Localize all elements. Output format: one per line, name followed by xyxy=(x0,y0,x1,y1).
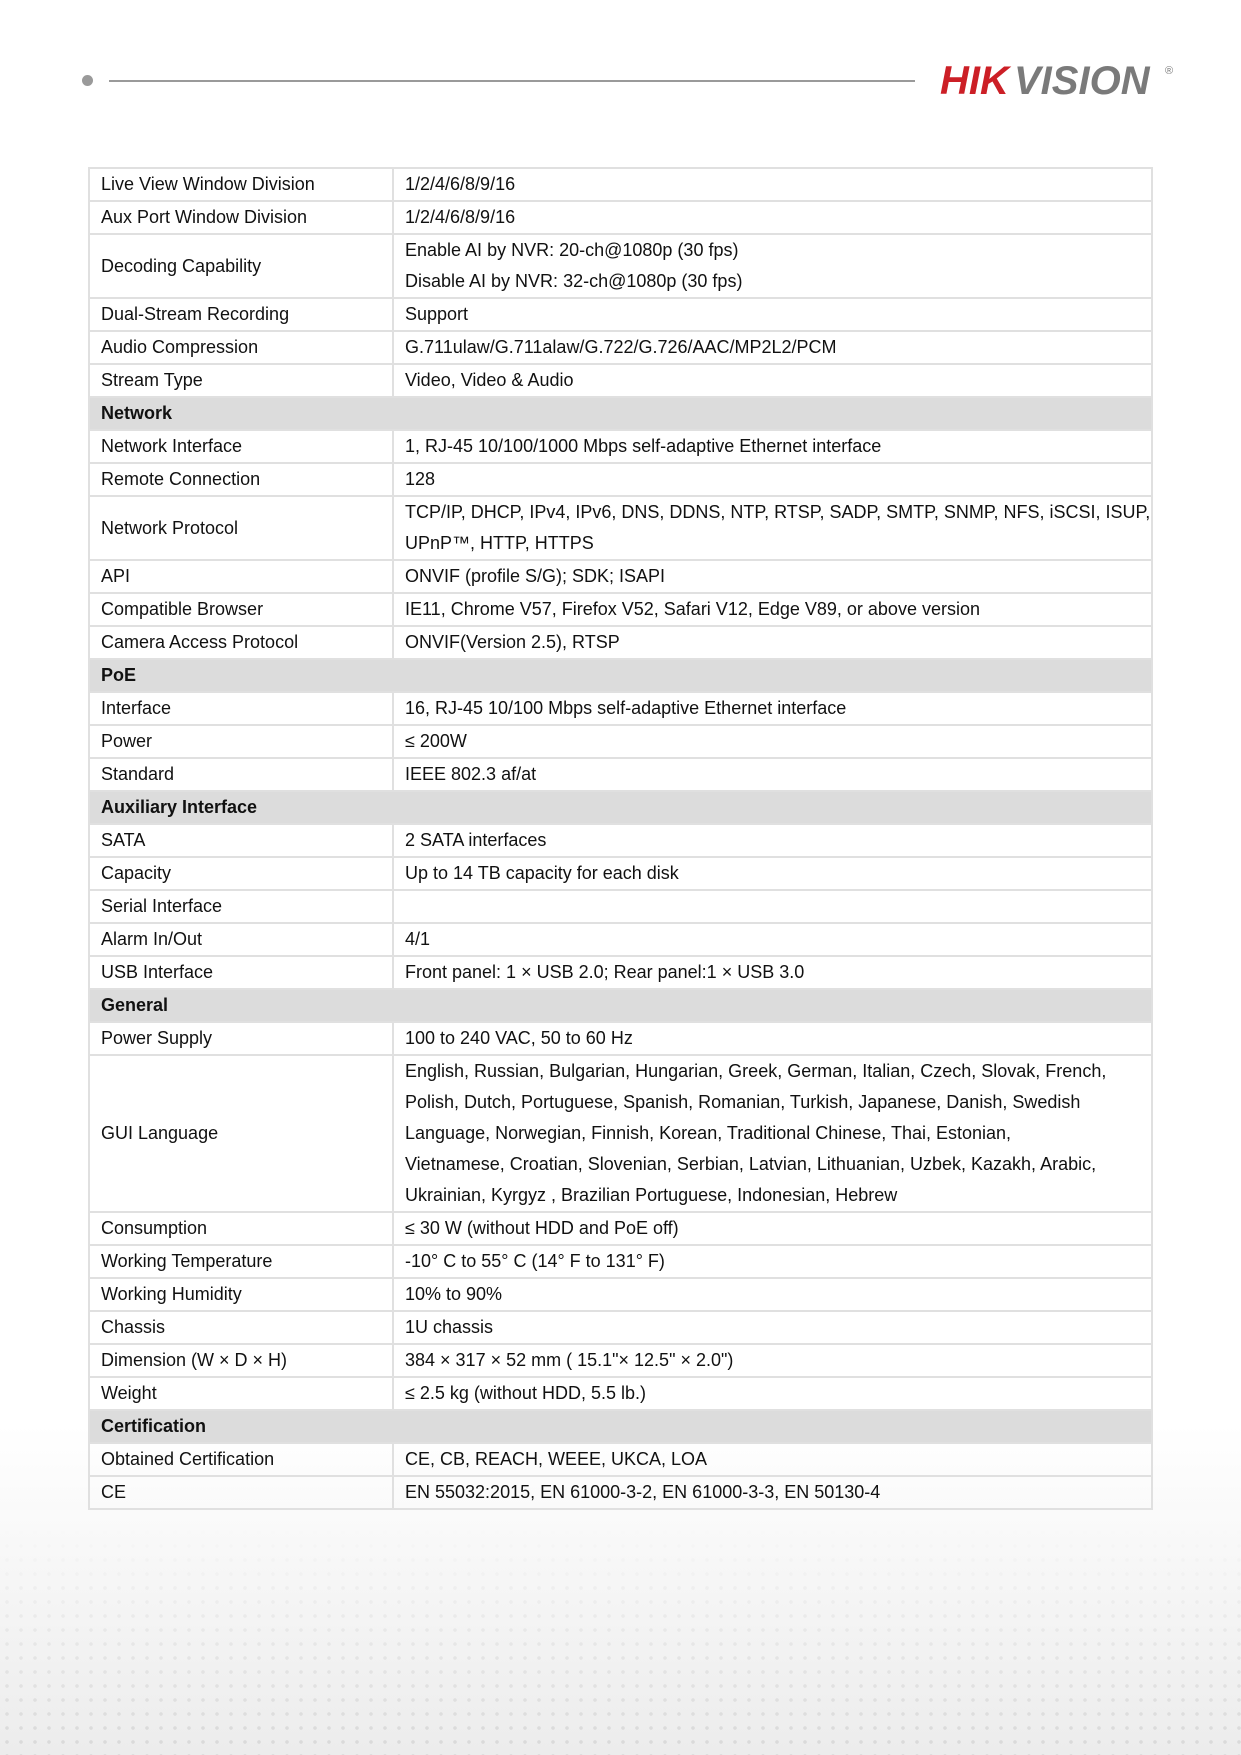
spec-value xyxy=(393,1443,1152,1476)
spec-label: Compatible Browser xyxy=(89,593,393,626)
spec-label: Audio Compression xyxy=(89,331,393,364)
section-title: Auxiliary Interface xyxy=(89,791,1152,824)
spec-value xyxy=(393,1245,1152,1278)
spec-value-line: IEEE 802.3 af/at xyxy=(405,764,537,784)
spec-table-body xyxy=(89,168,1152,1509)
spec-label: Serial Interface xyxy=(89,890,393,923)
logo-registered-mark: ® xyxy=(1165,65,1174,77)
spec-label: Remote Connection xyxy=(89,463,393,496)
spec-value xyxy=(393,1377,1152,1410)
spec-value xyxy=(393,956,1152,989)
spec-value xyxy=(393,824,1152,857)
spec-label: Standard xyxy=(89,758,393,791)
spec-value-line: 100 to 240 VAC, 50 to 60 Hz xyxy=(405,1028,633,1048)
spec-label: Chassis xyxy=(89,1311,393,1344)
section-header-row xyxy=(89,397,1152,430)
spec-label: Working Temperature xyxy=(89,1245,393,1278)
spec-row xyxy=(89,692,1152,725)
spec-value xyxy=(393,1278,1152,1311)
spec-value-line: 16, RJ-45 10/100 Mbps self-adaptive Ethernet interface xyxy=(405,698,847,718)
logo-hik: HIK xyxy=(940,59,1009,103)
spec-value-line: ≤ 200W xyxy=(405,731,467,751)
spec-value xyxy=(393,626,1152,659)
hikvision-logo xyxy=(940,54,1180,104)
spec-row xyxy=(89,331,1152,364)
spec-label: Dimension (W × D × H) xyxy=(89,1344,393,1377)
spec-value xyxy=(393,890,1152,923)
spec-value-line: Support xyxy=(405,304,469,324)
section-header-row xyxy=(89,1410,1152,1443)
spec-row xyxy=(89,463,1152,496)
spec-value-line: 1U chassis xyxy=(405,1317,494,1337)
spec-row xyxy=(89,725,1152,758)
spec-label: Weight xyxy=(89,1377,393,1410)
logo-vision: VISION xyxy=(1014,59,1150,103)
spec-value xyxy=(393,1344,1152,1377)
spec-value-line: ONVIF (profile S/G); SDK; ISAPI xyxy=(405,566,666,586)
spec-label: Power xyxy=(89,725,393,758)
spec-label: Decoding Capability xyxy=(89,234,393,298)
spec-row xyxy=(89,923,1152,956)
spec-row xyxy=(89,1055,1152,1212)
spec-value xyxy=(393,758,1152,791)
spec-value-line: Up to 14 TB capacity for each disk xyxy=(405,863,679,883)
spec-row xyxy=(89,593,1152,626)
spec-label: SATA xyxy=(89,824,393,857)
header-rule xyxy=(109,80,915,82)
spec-value xyxy=(393,201,1152,234)
spec-label: Network Protocol xyxy=(89,496,393,560)
spec-value xyxy=(393,593,1152,626)
spec-value-line: Language, Norwegian, Finnish, Korean, Traditional Chinese, Thai, Estonian, xyxy=(405,1123,1012,1143)
spec-value-line: ≤ 30 W (without HDD and PoE off) xyxy=(405,1218,679,1238)
spec-row xyxy=(89,364,1152,397)
spec-row xyxy=(89,758,1152,791)
header-bullet xyxy=(82,75,93,86)
spec-value xyxy=(393,923,1152,956)
spec-row xyxy=(89,1022,1152,1055)
spec-value-line: G.711ulaw/G.711alaw/G.722/G.726/AAC/MP2L2/PCM xyxy=(405,337,837,357)
spec-label: Working Humidity xyxy=(89,1278,393,1311)
spec-label: Obtained Certification xyxy=(89,1443,393,1476)
spec-value xyxy=(393,857,1152,890)
spec-value-line: TCP/IP, DHCP, IPv4, IPv6, DNS, DDNS, NTP, RTSP, SADP, SMTP, SNMP, NFS, iSCSI, ISUP, xyxy=(405,502,1151,522)
spec-value-line: Vietnamese, Croatian, Slovenian, Serbian, Latvian, Lithuanian, Uzbek, Kazakh, Arabic, xyxy=(405,1154,1097,1174)
spec-value-line: 4/1 xyxy=(405,929,431,949)
spec-label: Alarm In/Out xyxy=(89,923,393,956)
spec-row xyxy=(89,496,1152,560)
spec-row xyxy=(89,298,1152,331)
spec-value-line: Ukrainian, Kyrgyz , Brazilian Portuguese, Indonesian, Hebrew xyxy=(405,1185,898,1205)
spec-value-line: UPnP™, HTTP, HTTPS xyxy=(405,533,594,553)
spec-value-line: CE, CB, REACH, WEEE, UKCA, LOA xyxy=(405,1449,708,1469)
spec-value xyxy=(393,1055,1152,1212)
spec-row xyxy=(89,626,1152,659)
spec-value xyxy=(393,430,1152,463)
spec-value xyxy=(393,1212,1152,1245)
spec-row xyxy=(89,1311,1152,1344)
spec-value xyxy=(393,692,1152,725)
spec-value xyxy=(393,496,1152,560)
spec-row xyxy=(89,824,1152,857)
spec-row xyxy=(89,890,1152,923)
spec-value-line: EN 55032:2015, EN 61000-3-2, EN 61000-3-3, EN 50130-4 xyxy=(405,1482,881,1502)
spec-value-line: Enable AI by NVR: 20-ch@1080p (30 fps) xyxy=(405,240,739,260)
spec-value xyxy=(393,560,1152,593)
spec-row xyxy=(89,1443,1152,1476)
page-background-dot-pattern xyxy=(0,1525,1241,1755)
spec-value-line: -10° C to 55° C (14° F to 131° F) xyxy=(405,1251,665,1271)
spec-row xyxy=(89,560,1152,593)
spec-value xyxy=(393,298,1152,331)
spec-value xyxy=(393,1311,1152,1344)
section-header-row xyxy=(89,659,1152,692)
spec-value-line: 2 SATA interfaces xyxy=(405,830,547,850)
spec-value xyxy=(393,725,1152,758)
spec-value xyxy=(393,168,1152,201)
section-title: PoE xyxy=(89,659,1152,692)
spec-label: Stream Type xyxy=(89,364,393,397)
spec-label: API xyxy=(89,560,393,593)
spec-value-line: 128 xyxy=(405,469,436,489)
spec-row xyxy=(89,1212,1152,1245)
section-title: Network xyxy=(89,397,1152,430)
spec-value xyxy=(393,1476,1152,1509)
spec-label: Dual-Stream Recording xyxy=(89,298,393,331)
spec-label: USB Interface xyxy=(89,956,393,989)
spec-value xyxy=(393,1022,1152,1055)
spec-value-line: ≤ 2.5 kg (without HDD, 5.5 lb.) xyxy=(405,1383,646,1403)
spec-value-line: ONVIF(Version 2.5), RTSP xyxy=(405,632,620,652)
spec-value-line: Video, Video & Audio xyxy=(405,370,574,390)
spec-label: Aux Port Window Division xyxy=(89,201,393,234)
spec-value-line: English, Russian, Bulgarian, Hungarian, Greek, German, Italian, Czech, Slovak, French, xyxy=(405,1061,1107,1081)
section-title: General xyxy=(89,989,1152,1022)
spec-value-line: 1/2/4/6/8/9/16 xyxy=(405,207,516,227)
spec-label: Interface xyxy=(89,692,393,725)
spec-row xyxy=(89,201,1152,234)
spec-value-line: 384 × 317 × 52 mm ( 15.1"× 12.5" × 2.0") xyxy=(405,1350,734,1370)
spec-row xyxy=(89,1377,1152,1410)
spec-row xyxy=(89,1278,1152,1311)
spec-row xyxy=(89,857,1152,890)
section-header-row xyxy=(89,791,1152,824)
spec-label: Capacity xyxy=(89,857,393,890)
spec-value xyxy=(393,234,1152,298)
spec-row xyxy=(89,956,1152,989)
spec-label: Power Supply xyxy=(89,1022,393,1055)
spec-row xyxy=(89,234,1152,298)
spec-value-line: IE11, Chrome V57, Firefox V52, Safari V12, Edge V89, or above version xyxy=(405,599,980,619)
spec-table xyxy=(88,167,1153,1510)
spec-row xyxy=(89,168,1152,201)
spec-row xyxy=(89,1476,1152,1509)
spec-value-line: Front panel: 1 × USB 2.0; Rear panel:1 × USB 3.0 xyxy=(405,962,805,982)
spec-label: CE xyxy=(89,1476,393,1509)
spec-label: GUI Language xyxy=(89,1055,393,1212)
spec-value-line: 1/2/4/6/8/9/16 xyxy=(405,174,516,194)
spec-label: Network Interface xyxy=(89,430,393,463)
spec-value-line: 1, RJ-45 10/100/1000 Mbps self-adaptive Ethernet interface xyxy=(405,436,882,456)
spec-label: Consumption xyxy=(89,1212,393,1245)
spec-label: Camera Access Protocol xyxy=(89,626,393,659)
spec-row xyxy=(89,1245,1152,1278)
spec-value xyxy=(393,364,1152,397)
spec-label: Live View Window Division xyxy=(89,168,393,201)
spec-row xyxy=(89,430,1152,463)
spec-value xyxy=(393,331,1152,364)
spec-value-line: Polish, Dutch, Portuguese, Spanish, Romanian, Turkish, Japanese, Danish, Swedish xyxy=(405,1092,1081,1112)
section-title: Certification xyxy=(89,1410,1152,1443)
spec-row xyxy=(89,1344,1152,1377)
spec-value-line: 10% to 90% xyxy=(405,1284,503,1304)
spec-value-line: Disable AI by NVR: 32-ch@1080p (30 fps) xyxy=(405,271,743,291)
spec-value xyxy=(393,463,1152,496)
section-header-row xyxy=(89,989,1152,1022)
